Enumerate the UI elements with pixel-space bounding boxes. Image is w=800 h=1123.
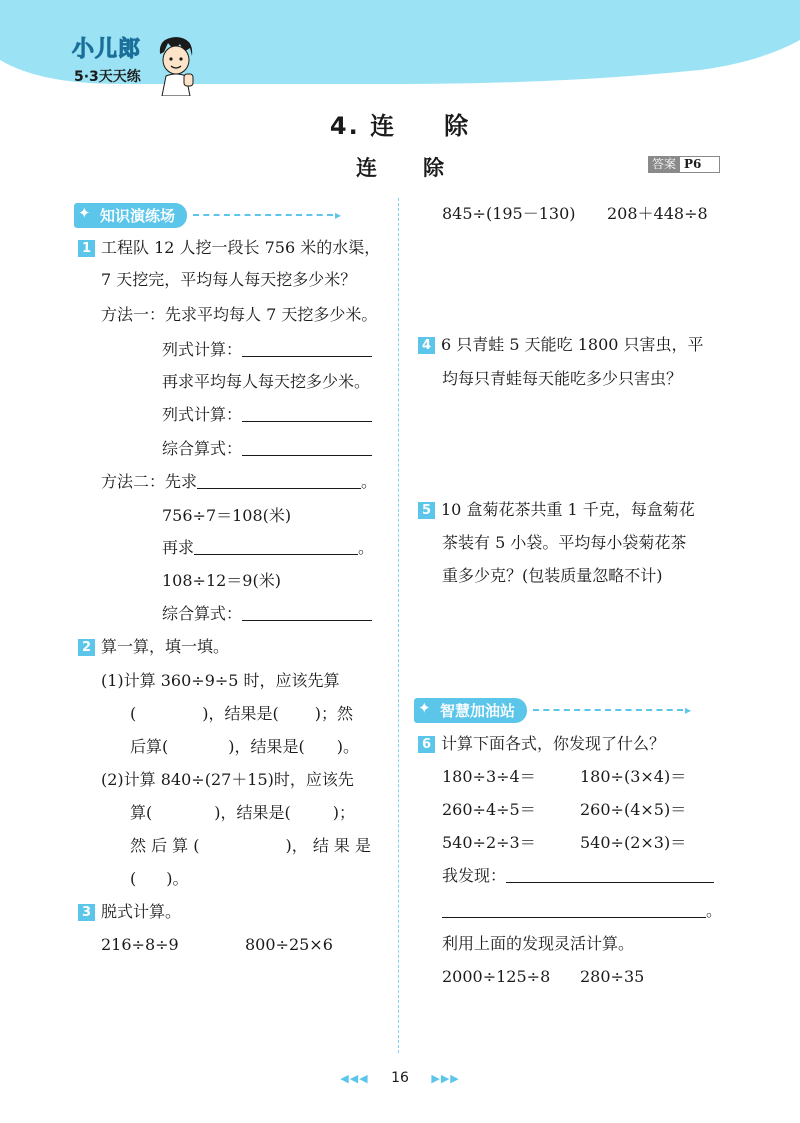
q3-expr-1: 216÷8÷9 xyxy=(101,935,179,954)
q2-text: )， 结 果 是 xyxy=(285,836,372,855)
q1-line: 工程队 12 人挖一段长 756 米的水渠， xyxy=(101,238,381,257)
q2-fill-5 xyxy=(130,869,189,889)
q6-label: 我发现： xyxy=(442,866,507,885)
q1-line: 再求平均每人每天挖多少米。 xyxy=(162,372,371,391)
question-number: 3 xyxy=(78,904,95,921)
q2-part-2: (2)计算 840÷(27＋15)时，应该先 xyxy=(101,770,354,789)
q2-text: )；然 xyxy=(314,704,353,723)
banner-wisdom xyxy=(414,698,691,722)
question-3 xyxy=(78,902,181,922)
answer-blank[interactable] xyxy=(194,538,358,555)
q2-text: ( xyxy=(130,704,137,723)
brand-logo xyxy=(62,30,202,100)
question-1 xyxy=(78,238,380,258)
boy-mascot-icon xyxy=(154,34,198,96)
q6-expr: 180÷(3×4)＝ xyxy=(580,767,687,786)
series-name: 5·3天天练 xyxy=(74,69,141,85)
q1-calc-1 xyxy=(162,340,372,360)
q3-expr-3: 845÷(195－130) xyxy=(442,204,576,223)
q4-line: 均每只青蛙每天能吃多少只害虫？ xyxy=(442,369,683,388)
lesson-title-part-2: 除 xyxy=(444,112,471,140)
q1-then xyxy=(162,538,374,558)
answer-blank[interactable] xyxy=(242,340,372,357)
question-number: 6 xyxy=(418,736,435,753)
question-6 xyxy=(418,734,665,754)
q1-label: 列式计算： xyxy=(162,405,243,424)
brand-name: 小儿郎 xyxy=(72,37,142,62)
next-arrows-icon: ▶▶▶ xyxy=(431,1072,460,1085)
q1-step: 108÷12＝9(米) xyxy=(162,571,281,590)
q6-expr: 540÷(2×3)＝ xyxy=(580,833,687,852)
q6-found xyxy=(442,866,714,886)
subtitle-part-2: 除 xyxy=(423,156,444,180)
sparkle-icon: ✦ xyxy=(418,698,431,717)
q6-line: 计算下面各式，你发现了什么？ xyxy=(441,734,666,753)
question-2 xyxy=(78,637,229,657)
q6-found-continued xyxy=(442,901,722,921)
q2-text: )。 xyxy=(166,869,189,888)
q6-expr: 260÷(4×5)＝ xyxy=(580,800,687,819)
answer-page: P6 xyxy=(680,156,720,173)
q6-period: 。 xyxy=(706,901,723,920)
q1-period: 。 xyxy=(361,472,378,491)
answer-page-tag xyxy=(648,156,720,173)
q2-fill-3 xyxy=(130,803,355,823)
q1-label: 综合算式： xyxy=(162,604,243,623)
q1-method-1: 方法一：先求平均每人 7 天挖多少米。 xyxy=(101,305,378,324)
lesson-title xyxy=(0,106,800,141)
q2-fill-1 xyxy=(130,704,353,724)
answer-label: 答案 xyxy=(648,156,680,173)
q1-label: 方法二：先求 xyxy=(101,472,198,491)
q1-method-2 xyxy=(101,472,377,492)
answer-blank[interactable] xyxy=(242,604,372,621)
q2-text: )。 xyxy=(336,737,359,756)
q2-fill-2 xyxy=(130,737,359,757)
question-number: 2 xyxy=(78,639,95,656)
column-divider xyxy=(398,198,399,1053)
q6-expr: 540÷2÷3＝ xyxy=(442,833,536,852)
q2-text: )，结果是( xyxy=(214,803,291,822)
arrow-right-icon: ▸ xyxy=(335,208,342,222)
q3-line: 脱式计算。 xyxy=(101,902,182,921)
q2-text: 算( xyxy=(130,803,153,822)
q3-expr-2: 800÷25×6 xyxy=(245,935,333,954)
q2-part-1: (1)计算 360÷9÷5 时，应该先算 xyxy=(101,671,340,690)
q1-line: 7 天挖完，平均每人每天挖多少米？ xyxy=(101,270,357,289)
q6-expr: 260÷4÷5＝ xyxy=(442,800,536,819)
lesson-title-part-1: 4. 连 xyxy=(329,112,397,140)
sparkle-icon: ✦ xyxy=(78,203,91,222)
q2-text: 然 后 算 ( xyxy=(130,836,200,855)
answer-blank[interactable] xyxy=(197,472,361,489)
answer-blank[interactable] xyxy=(242,439,372,456)
q5-line: 茶装有 5 小袋。平均每小袋菊花茶 xyxy=(442,533,687,552)
arrow-right-icon: ▸ xyxy=(685,703,692,717)
q1-calc-2 xyxy=(162,405,372,425)
q1-period: 。 xyxy=(358,538,375,557)
banner-practice xyxy=(74,203,341,227)
answer-blank[interactable] xyxy=(442,901,706,918)
q6-expr: 2000÷125÷8 xyxy=(442,967,551,986)
question-number: 5 xyxy=(418,502,435,519)
q2-text: 后算( xyxy=(130,737,169,756)
page-number: 16 xyxy=(391,1070,409,1086)
q2-fill-4 xyxy=(130,836,371,856)
question-number: 4 xyxy=(418,337,435,354)
q2-text: ( xyxy=(130,869,137,888)
q2-text: )，结果是( xyxy=(228,737,305,756)
banner-practice-label: 知识演练场 xyxy=(100,206,176,225)
q1-label: 综合算式： xyxy=(162,439,243,458)
question-5 xyxy=(418,500,695,520)
subtitle-part-1: 连 xyxy=(356,156,377,180)
answer-blank[interactable] xyxy=(506,866,714,883)
q6-expr: 280÷35 xyxy=(580,967,645,986)
q1-combined-1 xyxy=(162,439,372,459)
banner-wisdom-label: 智慧加油站 xyxy=(440,701,516,720)
q6-expr: 180÷3÷4＝ xyxy=(442,767,536,786)
q1-label: 再求 xyxy=(162,538,195,557)
q5-line: 重多少克？(包装质量忽略不计) xyxy=(442,566,663,585)
q4-line: 6 只青蛙 5 天能吃 1800 只害虫，平 xyxy=(441,335,704,354)
q2-text: )； xyxy=(332,803,355,822)
question-4 xyxy=(418,335,704,355)
page-footer xyxy=(0,1070,800,1086)
q1-label: 列式计算： xyxy=(162,340,243,359)
question-number: 1 xyxy=(78,240,95,257)
prev-arrows-icon: ◀◀◀ xyxy=(340,1072,369,1085)
q5-line: 10 盒菊花茶共重 1 千克，每盒菊花 xyxy=(441,500,695,519)
q2-text: )，结果是( xyxy=(202,704,279,723)
q1-step: 756÷7＝108(米) xyxy=(162,506,292,525)
q3-expr-4: 208＋448÷8 xyxy=(607,204,708,223)
answer-blank[interactable] xyxy=(242,405,372,422)
q1-combined-2 xyxy=(162,604,372,624)
q2-line: 算一算，填一填。 xyxy=(101,637,230,656)
q6-apply: 利用上面的发现灵活计算。 xyxy=(442,934,635,953)
